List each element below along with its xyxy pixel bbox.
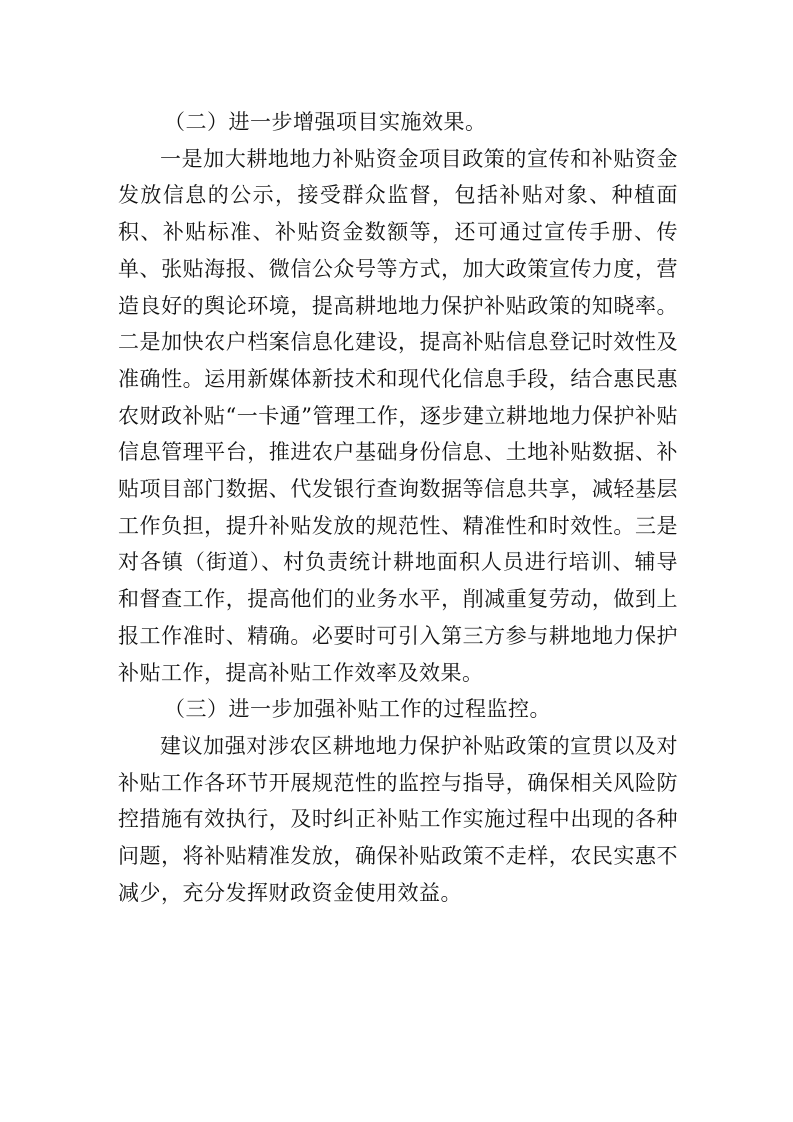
section-3-paragraph: 建议加强对涉农区耕地地力保护补贴政策的宣贯以及对补贴工作各环节开展规范性的监控与指导，确保相关风险防控措施有效执行，及时纠正补贴工作实施过程中出现的各种问题，将补贴精准发放，确保补贴政策不走样，农民实惠不减少，充分发挥财政资金使用效益。 xyxy=(118,733,678,905)
section-2-paragraph: 一是加大耕地地力补贴资金项目政策的宣传和补贴资金发放信息的公示，接受群众监督，包括补贴对象、种植面积、补贴标准、补贴资金数额等，还可通过宣传手册、传单、张贴海报、微信公众号等方式，加大政策宣传力度，营造良好的舆论环境，提高耕地地力保护补贴政策的知晓率。二是加快农户档案信息化建设，提高补贴信息登记时效性及准确性。运用新媒体新技术和现代化信息手段，结合惠民惠农财政补贴“一卡通”管理工作，逐步建立耕地地力保护补贴信息管理平台，推进农户基础身份信息、土地补贴数据、补贴项目部门数据、代发银行查询数据等信息共享，减轻基层工作负担，提升补贴发放的规范性、精准性和时效性。三是对各镇（街道）、村负责统计耕地面积人员进行培训、辅导和督查工作，提高他们的业务水平，削减重复劳动，做到上报工作准时、精确。必要时可引入第三方参与耕地地力保护补贴工作，提高补贴工作效率及效果。 xyxy=(118,146,678,685)
section-3-heading: （三）进一步加强补贴工作的过程监控。 xyxy=(164,697,551,722)
section-2-heading: （二）进一步增强项目实施效果。 xyxy=(164,110,487,134)
document-body xyxy=(118,104,678,911)
